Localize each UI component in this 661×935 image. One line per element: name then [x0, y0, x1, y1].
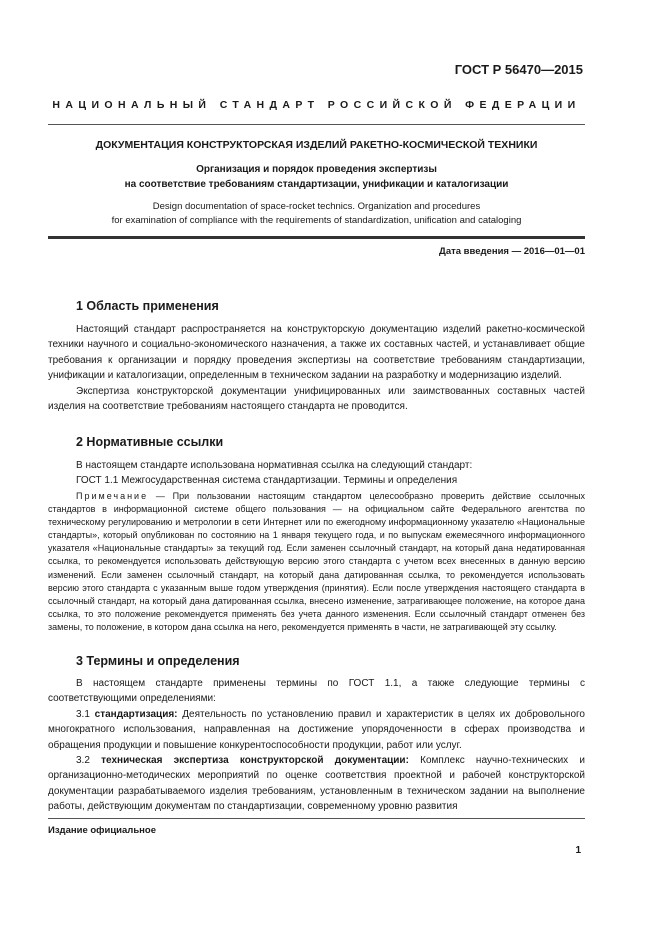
national-standard-banner: НАЦИОНАЛЬНЫЙ СТАНДАРТ РОССИЙСКОЙ ФЕДЕРАЦИИ [52, 99, 581, 111]
edition-label: Издание официальное [48, 825, 156, 836]
section-2-paragraph-1: В настоящем стандарте использована нормативная ссылка на следующий стандарт: [76, 460, 473, 471]
introduction-date: Дата введения — 2016—01—01 [439, 246, 585, 257]
note-paragraph [48, 490, 585, 634]
note-label: Примечание [76, 491, 149, 501]
section-2-reference: ГОСТ 1.1 Межгосударственная система стандартизации. Термины и определения [76, 475, 458, 487]
subtitle-line-2: на соответствие требованиям стандартизации, унификации и каталогизации [124, 179, 509, 190]
title-divider [48, 236, 585, 239]
term-3-1 [48, 707, 585, 753]
section-1-paragraph-2: Экспертиза конструкторской документации унифицированных или заимствованных составных частей изделия на соответствие требованиям настоящего стандарта не проводится. [48, 385, 585, 413]
term-3-2-number: 3.2 [76, 755, 102, 767]
header-divider [48, 124, 585, 125]
term-3-2-term: техническая экспертиза конструкторской документации: [101, 755, 409, 767]
section-3-heading: 3 Термины и определения [76, 654, 240, 668]
term-3-1-definition: Деятельность по установлению правил и характеристик в целях их добровольного многократного использования, направленная на достижение упорядоченности в сферах производства и обращения продукции и повышение конкурентоспособности продукции, работ или услуг. [48, 708, 585, 751]
term-3-1-number: 3.1 [76, 708, 95, 720]
section-2-body [48, 458, 585, 489]
section-2-note [48, 490, 585, 634]
english-title-line-2: for examination of compliance with the requirements of standardization, unification and cataloging [111, 215, 522, 226]
document-title: ДОКУМЕНТАЦИЯ КОНСТРУКТОРСКАЯ ИЗДЕЛИЙ РАКЕТНО-КОСМИЧЕСКОЙ ТЕХНИКИ [95, 139, 538, 151]
document-subtitle [48, 162, 585, 192]
section-3-paragraph-1: В настоящем стандарте применены термины по ГОСТ 1.1, а также следующие термины с соответствующими определениями: [48, 678, 585, 705]
english-title [48, 200, 585, 228]
section-1-heading: 1 Область применения [76, 299, 219, 313]
english-title-line-1: Design documentation of space-rocket technics. Organization and procedures [152, 201, 481, 212]
term-3-2-definition: Комплекс научно-технических и организационно-методических мероприятий по оценке соответствия проектной и рабочей конструкторской документации разрабатываемого изделия требованиям, установленным в техническом задании на выполнение работы, действующим документам по стандартизации, современному уровню развития [48, 755, 585, 813]
section-1-body [48, 322, 585, 414]
gost-code: ГОСТ Р 56470—2015 [454, 62, 583, 77]
page-number: 1 [575, 845, 581, 856]
term-3-1-term: стандартизация: [94, 708, 178, 720]
note-text: — При пользовании настоящим стандартом целесообразно проверить действие ссылочных стандартов в информационной системе общего пользования — на официальном сайте Федерального агентства по техническому регулированию и метрологии в сети Интернет или по ежегодному информационному указателю «Национальные стандарты», который опубликован по состоянию на 1 января текущего года, и по выпускам ежемесячного информационного указателя «Национальные стандарты» за текущий год. Если заменен ссылочный стандарт, на который дана недатированная ссылка, то рекомендуется использовать действующую версию этого стандарта с учетом всех внесенных в данную версию изменений. Если заменен ссылочный стандарт, на который дана датированная ссылка, то рекомендуется использовать версию этого стандарта с указанным выше годом утверждения (принятия). Если после утверждения настоящего стандарта в ссылочный стандарт, на который дана датированная ссылка, внесено изменение, затрагивающее положение, на которое дана ссылка, то это положение рекомендуется применять без учета данного изменения. Если ссылочный стандарт отменен без замены, то положение, в котором дана ссылка на него, рекомендуется применять в части, не затрагивающей эту ссылку. [48, 491, 585, 632]
section-2-heading: 2 Нормативные ссылки [76, 435, 224, 449]
section-3-body [48, 676, 585, 815]
subtitle-line-1: Организация и порядок проведения экспертизы [196, 164, 437, 175]
footer-divider [48, 818, 585, 819]
section-1-paragraph-1: Настоящий стандарт распространяется на конструкторскую документацию изделий ракетно-космической техники научного и социально-экономического назначения, а также их составных частей, и устанавливает общие требования к организации и порядку проведения экспертизы на соответствие требованиям стандартизации, унификации и каталогизации, определенным в техническом задании на разработку и модернизацию изделий. [48, 324, 585, 382]
term-3-2 [48, 753, 585, 815]
